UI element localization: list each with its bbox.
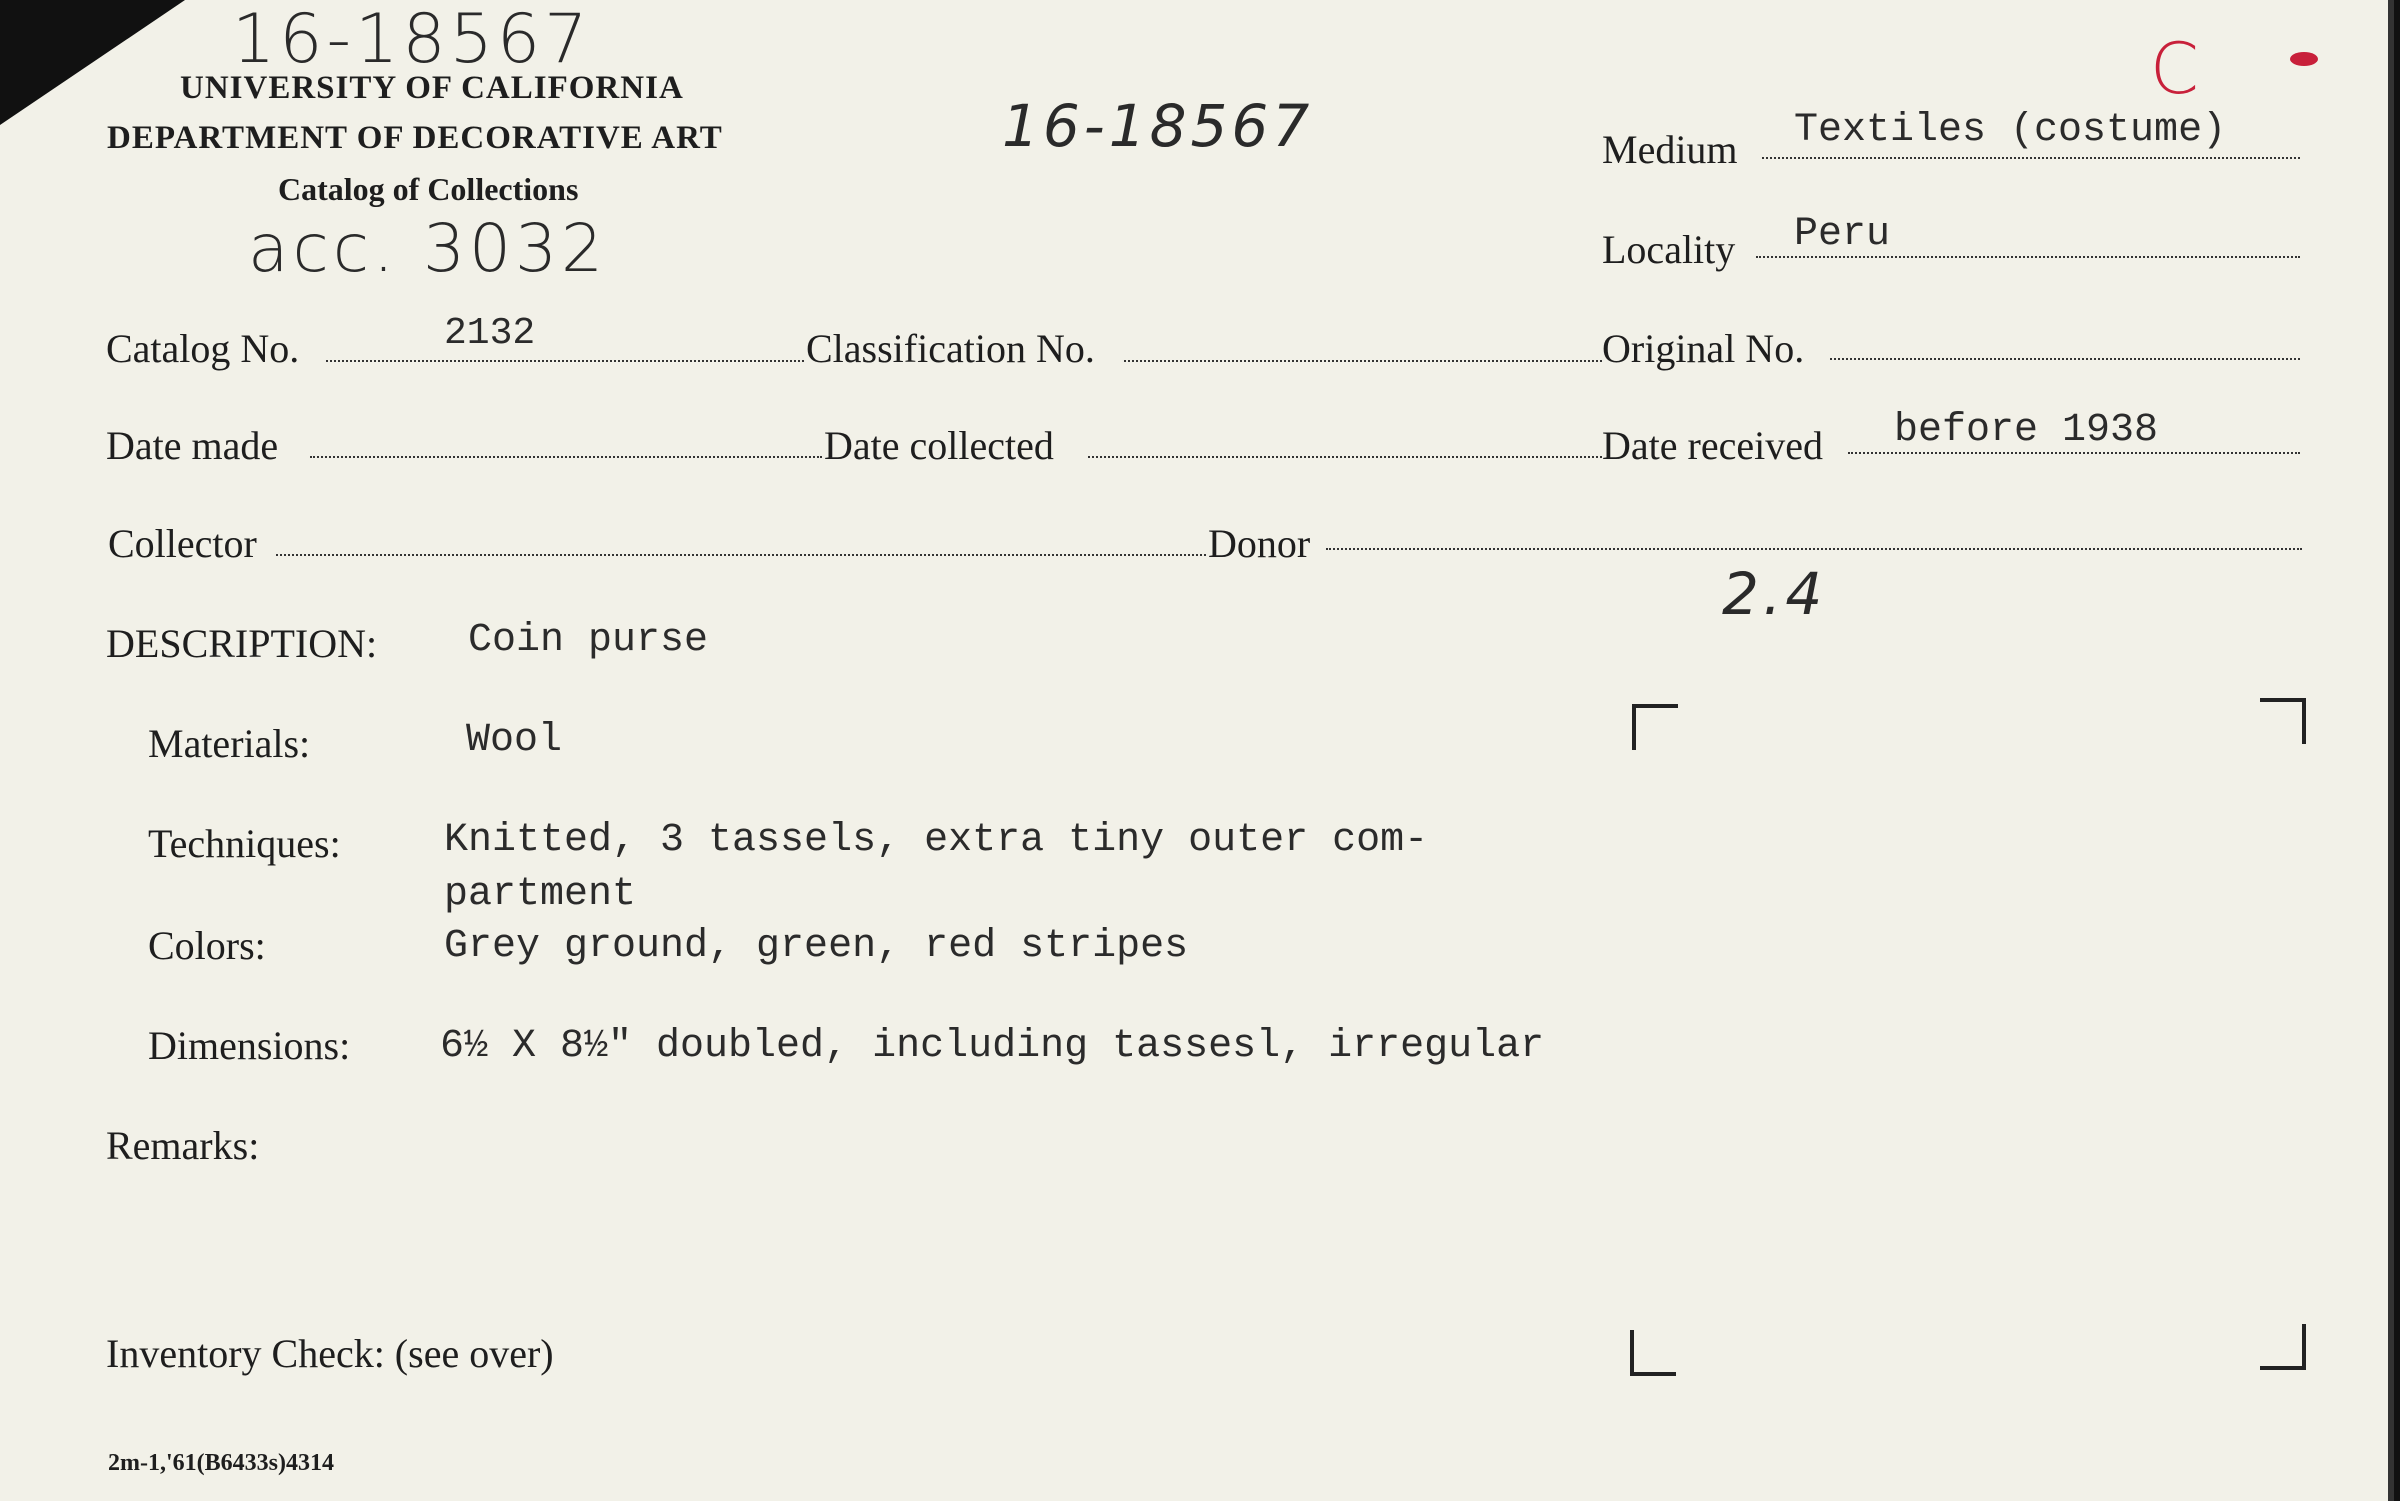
locality-label: Locality xyxy=(1602,227,1736,272)
photo-corner-top-left xyxy=(1632,704,1678,750)
handwritten-measure: 2.4 xyxy=(1722,560,1827,628)
description-value: Coin purse xyxy=(468,618,709,663)
inventory-check: Inventory Check: (see over) xyxy=(106,1331,554,1376)
medium-line xyxy=(1762,157,2300,159)
university-heading: UNIVERSITY OF CALIFORNIA xyxy=(180,70,684,106)
techniques-label: Techniques: xyxy=(148,821,341,866)
date-collected-line xyxy=(1088,456,1602,458)
date-received-label: Date received xyxy=(1602,423,1823,468)
handwritten-center-number: 16-18567 xyxy=(1002,92,1314,160)
card-corner-cut xyxy=(0,0,185,125)
techniques-value-line2: partment xyxy=(444,872,637,917)
catalog-no-value: 2132 xyxy=(444,312,536,355)
print-code: 2m-1,'61(B6433s)4314 xyxy=(108,1450,334,1476)
donor-label: Donor xyxy=(1208,521,1311,566)
date-made-line xyxy=(310,456,822,458)
locality-value: Peru xyxy=(1794,212,1891,257)
remarks-label: Remarks: xyxy=(106,1123,260,1168)
photo-corner-top-right xyxy=(2260,698,2306,744)
card-edge-shadow xyxy=(2388,0,2394,1501)
techniques-value-line1: Knitted, 3 tassels, extra tiny outer com- xyxy=(444,818,1429,863)
colors-label: Colors: xyxy=(148,923,266,968)
red-dot-mark xyxy=(2290,52,2318,66)
catalog-subheading: Catalog of Collections xyxy=(278,171,579,207)
materials-value: Wool xyxy=(466,718,563,763)
original-no-line xyxy=(1830,358,2300,360)
photo-corner-bottom-right xyxy=(2260,1324,2306,1370)
handwritten-accession: acc. 3032 xyxy=(248,210,607,287)
classification-line xyxy=(1124,360,1602,362)
description-label: DESCRIPTION: xyxy=(106,621,378,666)
materials-label: Materials: xyxy=(148,721,311,766)
photo-corner-bottom-left xyxy=(1630,1330,1676,1376)
medium-label: Medium xyxy=(1602,127,1738,172)
handwritten-top-number: 16-18567 xyxy=(232,0,592,79)
catalog-no-line xyxy=(326,360,804,362)
date-collected-label: Date collected xyxy=(824,423,1054,468)
catalog-no-label: Catalog No. xyxy=(106,326,300,371)
date-received-value: before 1938 xyxy=(1894,408,2159,453)
donor-line xyxy=(1326,548,2302,550)
department-heading: DEPARTMENT OF DECORATIVE ART xyxy=(107,120,723,156)
dimensions-value: 6½ X 8½" doubled, including tassesl, irregular xyxy=(440,1024,1545,1069)
medium-value: Textiles (costume) xyxy=(1794,108,2227,153)
red-letter-mark: C xyxy=(2150,28,2203,110)
collector-label: Collector xyxy=(108,521,257,566)
colors-value: Grey ground, green, red stripes xyxy=(444,924,1189,969)
classification-label: Classification No. xyxy=(806,326,1095,371)
original-no-label: Original No. xyxy=(1602,326,1805,371)
date-made-label: Date made xyxy=(106,423,279,468)
collector-line xyxy=(276,554,1206,556)
dimensions-label: Dimensions: xyxy=(148,1023,351,1068)
